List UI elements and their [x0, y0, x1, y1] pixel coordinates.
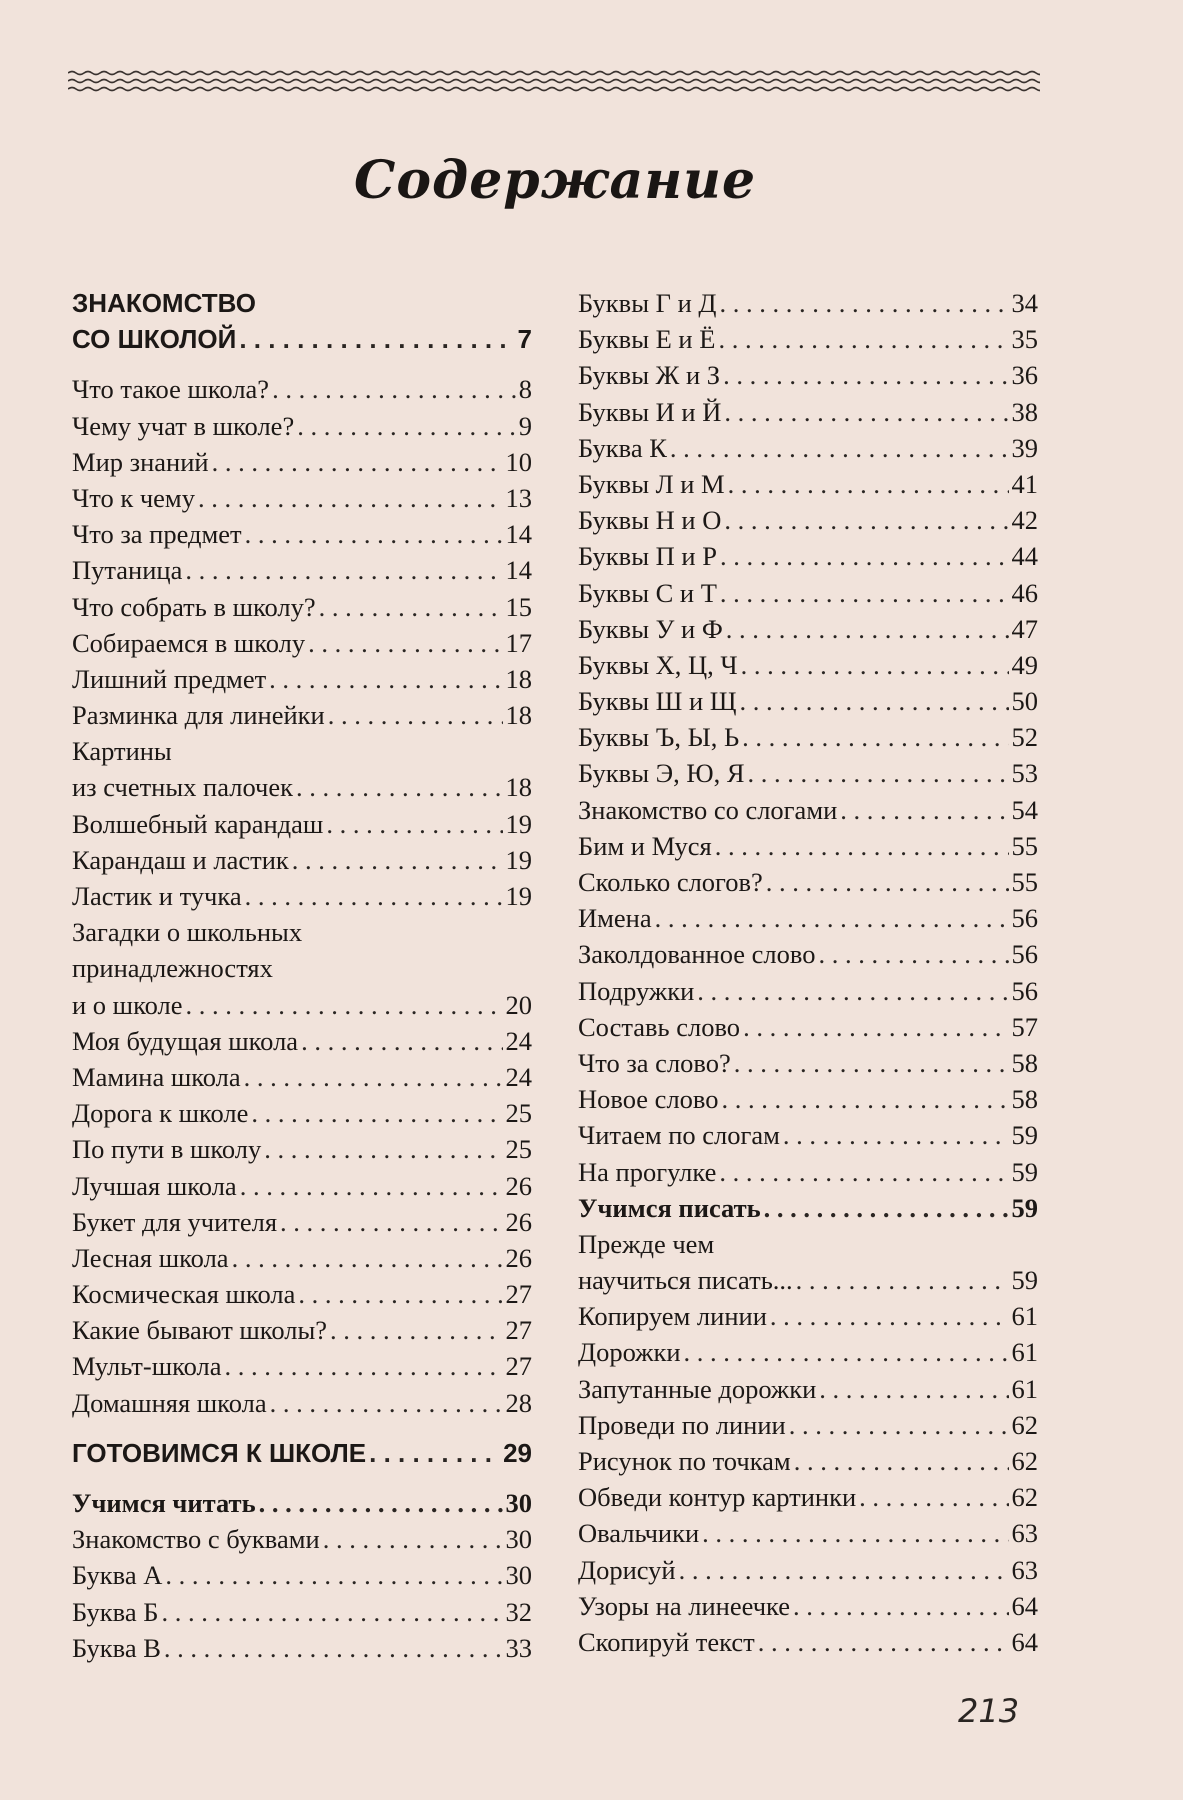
section-gap	[72, 357, 532, 371]
toc-entry[interactable]	[578, 936, 1038, 972]
toc-entry-title: Дорожки	[578, 1337, 681, 1368]
toc-entry-title: Лучшая школа	[72, 1170, 237, 1201]
toc-entry-title: Что за предмет	[72, 519, 242, 550]
toc-entry-title: Что такое школа?	[72, 374, 270, 405]
toc-entry-page: 17	[505, 627, 532, 658]
toc-entry-page: 25	[505, 1098, 532, 1129]
toc-entry-title: Запутанные дорожки	[578, 1373, 817, 1404]
toc-entry[interactable]	[72, 589, 532, 625]
toc-entry-title: Лесная школа	[72, 1242, 229, 1273]
toc-entry[interactable]	[72, 1521, 532, 1557]
toc-entry-line: Картины	[72, 736, 172, 767]
toc-entry-page: 14	[505, 555, 532, 586]
toc-entry-page: 46	[1011, 577, 1038, 608]
dot-leader	[734, 1045, 1009, 1081]
toc-entry-line: Загадки о школьных	[72, 917, 303, 948]
toc-entry[interactable]	[578, 1298, 1038, 1334]
dot-leader	[272, 371, 516, 407]
toc-entry-title: Буквы Э, Ю, Я	[578, 758, 745, 789]
toc-entry-title: Буквы Ъ, Ы, Ь	[578, 722, 740, 753]
toc-entry[interactable]	[578, 755, 1038, 791]
toc-entry[interactable]	[578, 792, 1038, 828]
toc-entry-page: 9	[518, 410, 532, 441]
dot-leader	[296, 769, 503, 805]
toc-entry[interactable]	[578, 285, 1038, 321]
dot-leader	[301, 1023, 502, 1059]
dot-leader	[225, 1348, 503, 1384]
toc-entry[interactable]	[72, 1095, 532, 1131]
toc-entry-title: По пути в школу	[72, 1134, 262, 1165]
toc-entry-title: Копируем линии	[578, 1301, 767, 1332]
toc-entry[interactable]	[72, 769, 532, 805]
toc-entry-title: На прогулке	[578, 1156, 717, 1187]
dot-leader	[764, 1190, 1009, 1226]
dot-leader	[720, 538, 1009, 574]
toc-entry-page: 59	[1011, 1156, 1038, 1187]
toc-entry-title: Путаница	[72, 555, 183, 586]
toc-entry[interactable]	[72, 1594, 532, 1630]
dot-leader	[269, 661, 502, 697]
toc-section-heading[interactable]	[72, 1435, 532, 1471]
dot-leader	[793, 1588, 1009, 1624]
toc-entry[interactable]	[578, 611, 1038, 647]
toc-entry[interactable]	[578, 502, 1038, 538]
toc-entry-page: 32	[505, 1596, 532, 1627]
toc-entry-title: Узоры на линеечке	[578, 1590, 790, 1621]
toc-entry-title: Мамина школа	[72, 1061, 241, 1092]
toc-entry-title: Проведи по линии	[578, 1409, 786, 1440]
page-title: Содержание	[353, 150, 757, 211]
toc-entry[interactable]	[578, 900, 1038, 936]
toc-entry-title: Буквы Х, Ц, Ч	[578, 649, 738, 680]
dot-leader	[297, 408, 516, 444]
dot-leader	[259, 1485, 503, 1521]
toc-entry-title: Буквы У и Ф	[578, 613, 723, 644]
toc-entry[interactable]	[578, 1443, 1038, 1479]
dot-leader	[245, 878, 503, 914]
toc-entry[interactable]	[72, 516, 532, 552]
toc-entry-page: 26	[505, 1242, 532, 1273]
toc-section-heading[interactable]	[72, 321, 532, 357]
toc-entry-page: 56	[1011, 975, 1038, 1006]
dot-leader	[679, 1552, 1009, 1588]
toc-entry-page: 27	[505, 1351, 532, 1382]
toc-entry-page: 64	[1011, 1590, 1038, 1621]
dot-leader	[783, 1117, 1009, 1153]
toc-entry-page: 28	[505, 1387, 532, 1418]
toc-entry-page: 50	[1011, 686, 1038, 717]
toc-entry-title: Моя будущая школа	[72, 1025, 299, 1056]
toc-entry-title: Буквы Ж и З	[578, 360, 721, 391]
dot-leader	[292, 842, 503, 878]
toc-entry[interactable]	[72, 1131, 532, 1167]
toc-entry-page: 42	[1011, 505, 1038, 536]
dot-leader	[859, 1479, 1008, 1515]
toc-entry-title: Бим и Муся	[578, 830, 712, 861]
dot-leader	[251, 1095, 502, 1131]
dot-leader	[758, 1624, 1009, 1660]
dot-leader	[742, 719, 1008, 755]
toc-entry-page: 49	[1011, 649, 1038, 680]
toc-entry-page: 61	[1011, 1301, 1038, 1332]
toc-entry-page: 18	[505, 772, 532, 803]
toc-entry-page: 24	[505, 1061, 532, 1092]
toc-entry[interactable]	[578, 647, 1038, 683]
toc-right-column	[578, 285, 1038, 1660]
toc-entry-page: 56	[1011, 939, 1038, 970]
toc-entry-page: 59	[1011, 1265, 1038, 1296]
toc-entry-page: 53	[1011, 758, 1038, 789]
toc-entry-page: 64	[1011, 1626, 1038, 1657]
toc-entry-page: 26	[505, 1170, 532, 1201]
dot-leader	[718, 321, 1008, 357]
toc-entry-page: 20	[505, 989, 532, 1020]
toc-entry-page: 61	[1011, 1373, 1038, 1404]
toc-entry-title: Какие бывают школы?	[72, 1315, 328, 1346]
toc-entry[interactable]	[578, 1371, 1038, 1407]
toc-entry[interactable]	[578, 683, 1038, 719]
toc-entry[interactable]	[578, 321, 1038, 357]
toc-entry[interactable]	[72, 878, 532, 914]
toc-entry[interactable]	[578, 357, 1038, 393]
toc-entry-page: 14	[505, 519, 532, 550]
toc-entry-page: 19	[505, 808, 532, 839]
toc-entry-title: Подружки	[578, 975, 695, 1006]
toc-entry-page: 36	[1011, 360, 1038, 391]
toc-entry[interactable]	[72, 625, 532, 661]
toc-entry[interactable]	[72, 1276, 532, 1312]
toc-entry-title: Что за слово?	[578, 1047, 731, 1078]
toc-entry-page: 62	[1011, 1446, 1038, 1476]
toc-entry-title: Заколдованное слово	[578, 939, 816, 970]
toc-entry-page: 13	[505, 482, 532, 513]
dot-leader	[245, 516, 503, 552]
toc-entry-title: Лишний предмет	[72, 663, 267, 694]
toc-entry-page: 24	[505, 1025, 532, 1056]
toc-entry-title: Учимся читать	[72, 1488, 256, 1518]
toc-entry-title: ГОТОВИМСЯ К ШКОЛЕ	[72, 1437, 367, 1468]
dot-leader	[323, 1521, 503, 1557]
toc-entry-page: 59	[1011, 1120, 1038, 1151]
dot-leader	[319, 589, 503, 625]
toc-entry-page: 44	[1011, 541, 1038, 572]
dot-leader	[723, 357, 1008, 393]
toc-entry-title: Карандаш и ластик	[72, 844, 289, 875]
dot-leader	[794, 1443, 1009, 1479]
toc-entry-title: Скопируй текст	[578, 1626, 755, 1657]
dot-leader	[697, 973, 1008, 1009]
toc-entry-line: принадлежностях	[72, 953, 273, 984]
toc-entry-page: 27	[505, 1279, 532, 1310]
toc-entry-page: 30	[505, 1488, 532, 1518]
dot-leader	[728, 466, 1009, 502]
toc-entry-title: Знакомство со слогами	[578, 794, 838, 825]
toc-entry-page: 59	[1011, 1192, 1038, 1223]
dot-leader	[766, 864, 1009, 900]
toc-entry-title: Сколько слогов?	[578, 867, 763, 897]
toc-entry[interactable]	[578, 1117, 1038, 1153]
dot-leader	[270, 1385, 503, 1421]
toc-entry-title: Новое слово	[578, 1084, 719, 1115]
toc-entry-title: Буквы Ш и Щ	[578, 686, 737, 717]
dot-leader	[819, 1371, 1008, 1407]
dot-leader	[198, 480, 503, 516]
toc-entry-page: 30	[505, 1560, 532, 1591]
toc-entry-page: 52	[1011, 722, 1038, 753]
toc-entry[interactable]	[578, 1045, 1038, 1081]
wave-ornament	[68, 68, 1040, 94]
toc-entry-page: 62	[1011, 1409, 1038, 1440]
toc-entry-page: 19	[505, 881, 532, 911]
toc-entry-title: Буква В	[72, 1632, 161, 1663]
dot-leader	[724, 502, 1008, 538]
toc-entry-title: Разминка для линейки	[72, 700, 325, 731]
dot-leader	[232, 1240, 503, 1276]
toc-entry-page: 47	[1011, 613, 1038, 644]
dot-leader	[244, 1059, 503, 1095]
toc-entry-page: 61	[1011, 1337, 1038, 1368]
toc-entry[interactable]	[72, 1059, 532, 1095]
toc-entry[interactable]	[72, 697, 532, 733]
toc-section-heading: ЗНАКОМСТВО	[72, 288, 256, 318]
toc-entry[interactable]	[578, 1479, 1038, 1515]
dot-leader	[240, 1168, 503, 1204]
toc-entry-title: Букет для учителя	[72, 1206, 278, 1237]
toc-entry[interactable]	[72, 1630, 532, 1666]
toc-entry-page: 30	[505, 1524, 532, 1555]
toc-entry-title: Чему учат в школе?	[72, 410, 295, 441]
section-gap	[72, 1421, 532, 1435]
dot-leader	[789, 1407, 1009, 1443]
toc-entry-page: 26	[505, 1206, 532, 1237]
toc-entry-title: Буквы Е и Ё	[578, 324, 716, 355]
toc-entry-title: Что к чему	[72, 482, 195, 513]
toc-entry[interactable]	[72, 1485, 532, 1521]
toc-entry-page: 55	[1011, 830, 1038, 861]
toc-entry-title: Буквы И и Й	[578, 396, 722, 427]
toc-entry-title: Буквы С и Т	[578, 577, 717, 608]
toc-entry[interactable]	[72, 552, 532, 588]
toc-entry[interactable]	[578, 1552, 1038, 1588]
toc-entry-page: 18	[505, 700, 532, 731]
toc-entry[interactable]	[72, 1168, 532, 1204]
dot-leader	[326, 806, 502, 842]
toc-entry-page: 39	[1011, 432, 1038, 463]
toc-entry-page: 25	[505, 1134, 532, 1165]
dot-leader	[715, 828, 1009, 864]
toc-entry-page: 58	[1011, 1084, 1038, 1115]
toc-entry[interactable]	[72, 371, 532, 407]
dot-leader	[298, 1276, 502, 1312]
toc-entry-page: 38	[1011, 396, 1038, 427]
toc-entry[interactable]	[578, 1515, 1038, 1551]
toc-entry-page: 18	[505, 663, 532, 694]
toc-entry[interactable]	[578, 1081, 1038, 1117]
dot-leader	[722, 1081, 1009, 1117]
toc-entry[interactable]	[72, 661, 532, 697]
toc-entry[interactable]	[72, 444, 532, 480]
dot-leader	[239, 321, 514, 357]
toc-entry-title: Космическая школа	[72, 1279, 296, 1310]
toc-entry-title: Рисунок по точкам	[578, 1446, 791, 1476]
dot-leader	[720, 575, 1009, 611]
toc-entry[interactable]	[578, 1334, 1038, 1370]
dot-leader	[770, 1298, 1009, 1334]
dot-leader	[740, 683, 1009, 719]
dot-leader	[702, 1515, 1008, 1551]
dot-leader	[165, 1557, 502, 1593]
toc-entry-title: Собираемся в школу	[72, 627, 306, 658]
page-number: 213	[958, 1692, 1020, 1730]
toc-entry-page: 41	[1011, 468, 1038, 499]
dot-leader	[796, 1262, 1009, 1298]
toc-entry-page: 29	[503, 1437, 532, 1468]
toc-entry-page: 55	[1011, 867, 1038, 897]
toc-entry[interactable]	[72, 842, 532, 878]
toc-entry[interactable]	[72, 1240, 532, 1276]
toc-entry-title: Читаем по слогам	[578, 1120, 780, 1151]
dot-leader	[369, 1435, 500, 1471]
dot-leader	[684, 1334, 1009, 1370]
toc-entry-title: Буквы Л и М	[578, 468, 725, 499]
dot-leader	[185, 552, 502, 588]
toc-entry[interactable]	[72, 987, 532, 1023]
toc-entry[interactable]	[578, 430, 1038, 466]
toc-entry[interactable]	[578, 719, 1038, 755]
dot-leader	[164, 1630, 503, 1666]
dot-leader	[655, 900, 1009, 936]
toc-entry-title: Обведи контур картинки	[578, 1482, 857, 1513]
toc-entry[interactable]	[578, 973, 1038, 1009]
dot-leader	[186, 987, 503, 1023]
toc-entry-page: 15	[505, 591, 532, 622]
toc-entry-page: 10	[505, 446, 532, 477]
toc-entry[interactable]	[578, 538, 1038, 574]
toc-entry-title: Имена	[578, 903, 652, 934]
dot-leader	[264, 1131, 502, 1167]
dot-leader	[743, 1009, 1008, 1045]
toc-entry-line: Прежде чем	[578, 1228, 715, 1259]
toc-entry[interactable]	[72, 1385, 532, 1421]
toc-entry-title: Знакомство с буквами	[72, 1524, 320, 1555]
toc-entry[interactable]	[578, 828, 1038, 864]
dot-leader	[330, 1312, 502, 1348]
dot-leader	[670, 430, 1009, 466]
toc-entry-title: СО ШКОЛОЙ	[72, 324, 237, 355]
toc-entry[interactable]	[72, 1312, 532, 1348]
dot-leader	[719, 285, 1008, 321]
toc-entry[interactable]	[578, 466, 1038, 502]
toc-entry[interactable]	[72, 806, 532, 842]
toc-entry-page: 33	[505, 1632, 532, 1663]
toc-entry-page: 34	[1011, 288, 1038, 318]
toc-entry-page: 63	[1011, 1518, 1038, 1549]
toc-entry[interactable]	[72, 1204, 532, 1240]
toc-entry-title: Овальчики	[578, 1518, 700, 1549]
toc-entry-page: 54	[1011, 794, 1038, 825]
toc-entry-title: Домашняя школа	[72, 1387, 267, 1418]
section-gap	[72, 1471, 532, 1485]
dot-leader	[280, 1204, 502, 1240]
toc-entry-title: Ластик и тучка	[72, 881, 242, 911]
toc-entry-title: Буква А	[72, 1560, 163, 1591]
toc-entry[interactable]	[72, 1023, 532, 1059]
toc-entry-page: 19	[505, 844, 532, 875]
toc-entry-title: Волшебный карандаш	[72, 808, 324, 839]
toc-entry[interactable]	[578, 1624, 1038, 1660]
toc-entry[interactable]	[578, 1154, 1038, 1190]
toc-entry[interactable]	[578, 394, 1038, 430]
toc-entry-title: научиться писать...	[578, 1265, 793, 1296]
toc-entry-title: Буква К	[578, 432, 667, 463]
dot-leader	[724, 394, 1008, 430]
toc-entry-page: 63	[1011, 1554, 1038, 1585]
toc-entry[interactable]	[578, 1588, 1038, 1624]
toc-entry-title: Дорисуй	[578, 1554, 676, 1585]
toc-entry[interactable]	[72, 480, 532, 516]
toc-entry-page: 57	[1011, 1011, 1038, 1042]
toc-entry-title: Учимся писать	[578, 1192, 761, 1223]
toc-entry-title: Буквы П и Р	[578, 541, 717, 572]
toc-entry-title: Буквы Н и О	[578, 505, 722, 536]
toc-entry-page: 27	[505, 1315, 532, 1346]
dot-leader	[212, 444, 503, 480]
toc-entry-page: 8	[518, 374, 532, 405]
toc-entry-title: Дорога к школе	[72, 1098, 249, 1129]
dot-leader	[308, 625, 502, 661]
dot-leader	[840, 792, 1008, 828]
toc-entry-title: и о школе	[72, 989, 183, 1020]
toc-entry[interactable]	[578, 1407, 1038, 1443]
toc-entry-title: из счетных палочек	[72, 772, 293, 803]
toc-entry-title: Мульт-школа	[72, 1351, 222, 1382]
toc-entry-title: Буква Б	[72, 1596, 159, 1627]
toc-entry-page: 7	[517, 324, 532, 355]
toc-entry-page: 56	[1011, 903, 1038, 934]
dot-leader	[719, 1154, 1008, 1190]
toc-entry[interactable]	[72, 1348, 532, 1384]
toc-entry-page: 58	[1011, 1047, 1038, 1078]
toc-entry[interactable]	[578, 1262, 1038, 1298]
toc-entry-title: Буквы Г и Д	[578, 288, 717, 318]
toc-entry-title: Что собрать в школу?	[72, 591, 316, 622]
dot-leader	[819, 936, 1009, 972]
dot-leader	[726, 611, 1009, 647]
toc-entry-page: 35	[1011, 324, 1038, 355]
toc-entry[interactable]	[72, 408, 532, 444]
dot-leader	[741, 647, 1009, 683]
toc-entry-title: Составь слово	[578, 1011, 741, 1042]
toc-entry-page: 62	[1011, 1482, 1038, 1513]
toc-left-column	[72, 285, 532, 1666]
dot-leader	[328, 697, 503, 733]
toc-entry[interactable]	[578, 864, 1038, 900]
toc-entry[interactable]	[578, 575, 1038, 611]
toc-entry[interactable]	[578, 1190, 1038, 1226]
toc-entry[interactable]	[578, 1009, 1038, 1045]
dot-leader	[161, 1594, 502, 1630]
dot-leader	[748, 755, 1009, 791]
toc-entry[interactable]	[72, 1557, 532, 1593]
toc-entry-title: Мир знаний	[72, 446, 209, 477]
